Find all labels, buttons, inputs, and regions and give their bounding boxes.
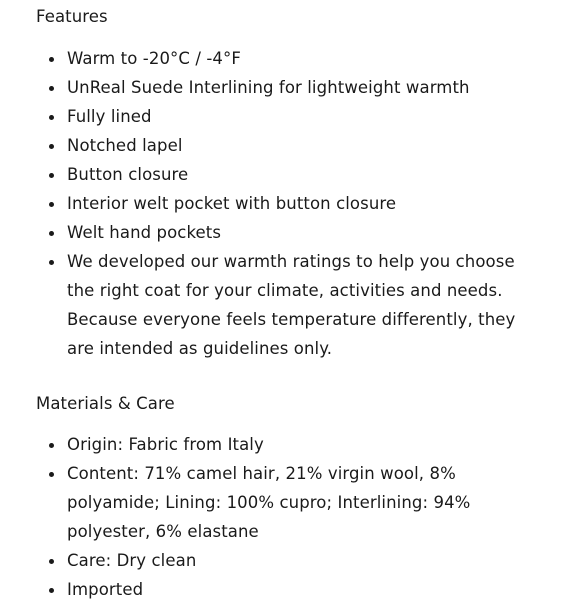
material-care: Care: Dry clean — [0, 546, 580, 575]
feature-interior-pocket: Interior welt pocket with button closure — [0, 189, 580, 218]
materials-care-list — [0, 430, 580, 604]
features-heading: Features — [36, 7, 108, 26]
feature-interlining: UnReal Suede Interlining for lightweight warmth — [0, 73, 580, 102]
features-list — [0, 44, 580, 363]
feature-warmth-rating: Warm to -20°C / -4°F — [0, 44, 580, 73]
feature-warmth-note: We developed our warmth ratings to help you choose the right coat for your climate, activities and needs. Because everyone feels temperature differently, they are intended as guidelines only. — [0, 247, 580, 363]
feature-hand-pockets: Welt hand pockets — [0, 218, 580, 247]
materials-care-heading: Materials & Care — [36, 394, 175, 413]
feature-lapel: Notched lapel — [0, 131, 580, 160]
material-origin: Origin: Fabric from Italy — [0, 430, 580, 459]
feature-lining: Fully lined — [0, 102, 580, 131]
feature-closure: Button closure — [0, 160, 580, 189]
material-imported: Imported — [0, 575, 580, 604]
material-content: Content: 71% camel hair, 21% virgin wool, 8% polyamide; Lining: 100% cupro; Interlining: 94% polyester, 6% elastane — [0, 459, 580, 546]
